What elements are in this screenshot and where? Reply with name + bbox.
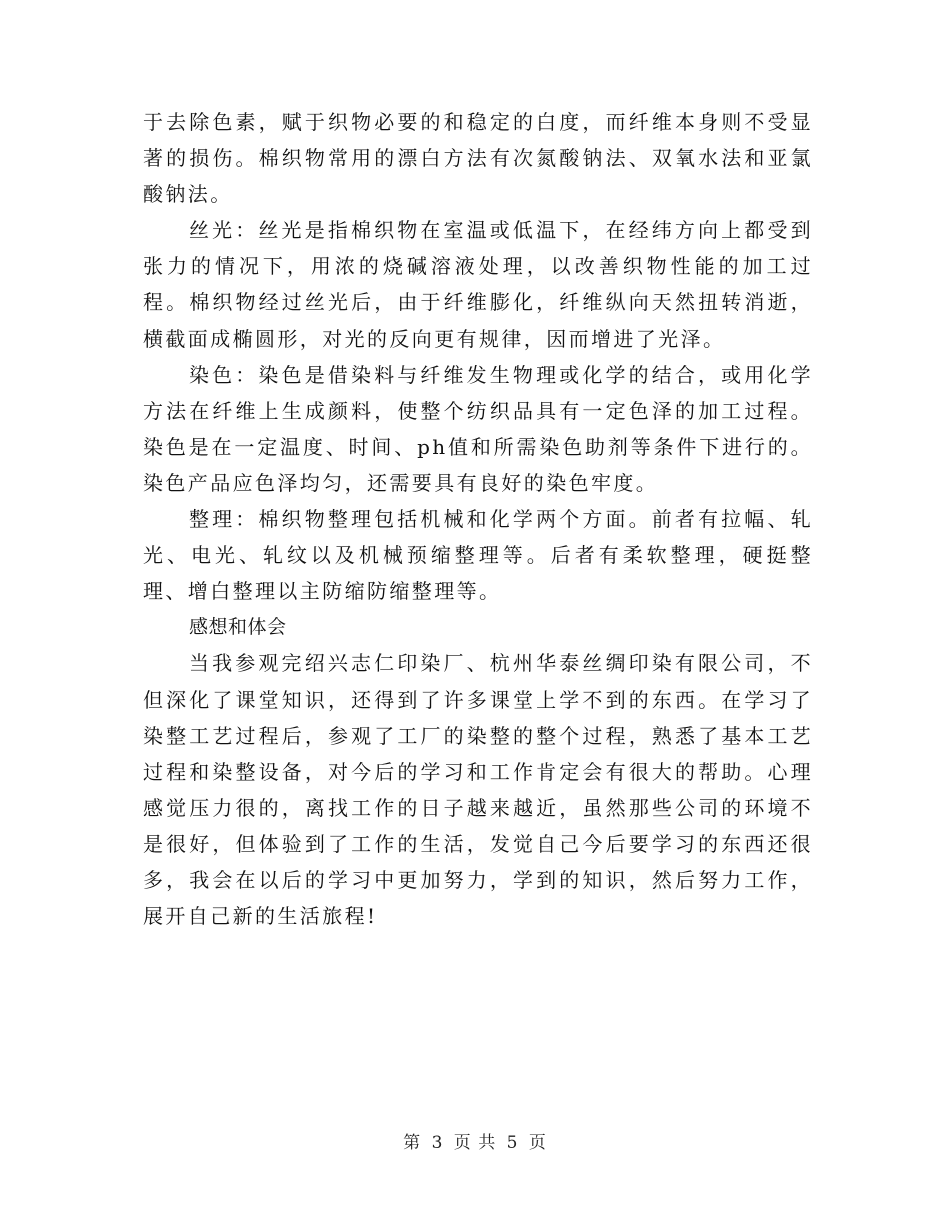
paragraph-bleaching-continuation: 于去除色素，赋于织物必要的和稳定的白度，而纤维本身则不受显著的损伤。棉织物常用的漂白方法有次氮酸钠法、双氧水法和亚氯酸钠法。 bbox=[143, 110, 813, 207]
paragraph-finishing: 整理：棉织物整理包括机械和化学两个方面。前者有拉幅、轧光、电光、轧纹以及机械预缩整理等。后者有柔软整理，硬挺整理、增白整理以主防缩防缩整理等。 bbox=[143, 507, 813, 604]
page-footer bbox=[0, 1131, 950, 1155]
document-body bbox=[143, 104, 813, 934]
paragraph-dyeing: 染色：染色是借染料与纤维发生物理或化学的结合，或用化学方法在纤维上生成颜料，使整个纺织品具有一定色泽的加工过程。染色是在一定温度、时间、ph值和所需染色助剂等条件下进行的。染色产品应色泽均匀，还需要具有良好的染色牢度。 bbox=[143, 362, 813, 495]
footer-current-page: 3 bbox=[431, 1133, 444, 1153]
footer-suffix: 页 bbox=[528, 1133, 547, 1153]
footer-total-pages: 5 bbox=[506, 1133, 519, 1153]
section-heading: 感想和体会 bbox=[189, 616, 287, 639]
footer-middle: 页 共 bbox=[453, 1133, 497, 1153]
paragraph-mercerizing: 丝光：丝光是指棉织物在室温或低温下，在经纬方向上都受到张力的情况下，用浓的烧碱溶液处理，以改善织物性能的加工过程。棉织物经过丝光后，由于纤维膨化，纤维纵向天然扭转消逝，横截面成椭圆形，对光的反向更有规律，因而增进了光泽。 bbox=[143, 218, 813, 351]
paragraph-reflection: 当我参观完绍兴志仁印染厂、杭州华泰丝绸印染有限公司，不但深化了课堂知识，还得到了许多课堂上学不到的东西。在学习了染整工艺过程后，参观了工厂的染整的整个过程，熟悉了基本工艺过程和染整设备，对今后的学习和工作肯定会有很大的帮助。心理感觉压力很的，离找工作的日子越来越近，虽然那些公司的环境不是很好，但体验到了工作的生活，发觉自己今后要学习的东西还很多，我会在以后的学习中更加努力，学到的知识，然后努力工作，展开自己新的生活旅程! bbox=[143, 651, 813, 929]
footer-prefix: 第 bbox=[403, 1133, 422, 1153]
